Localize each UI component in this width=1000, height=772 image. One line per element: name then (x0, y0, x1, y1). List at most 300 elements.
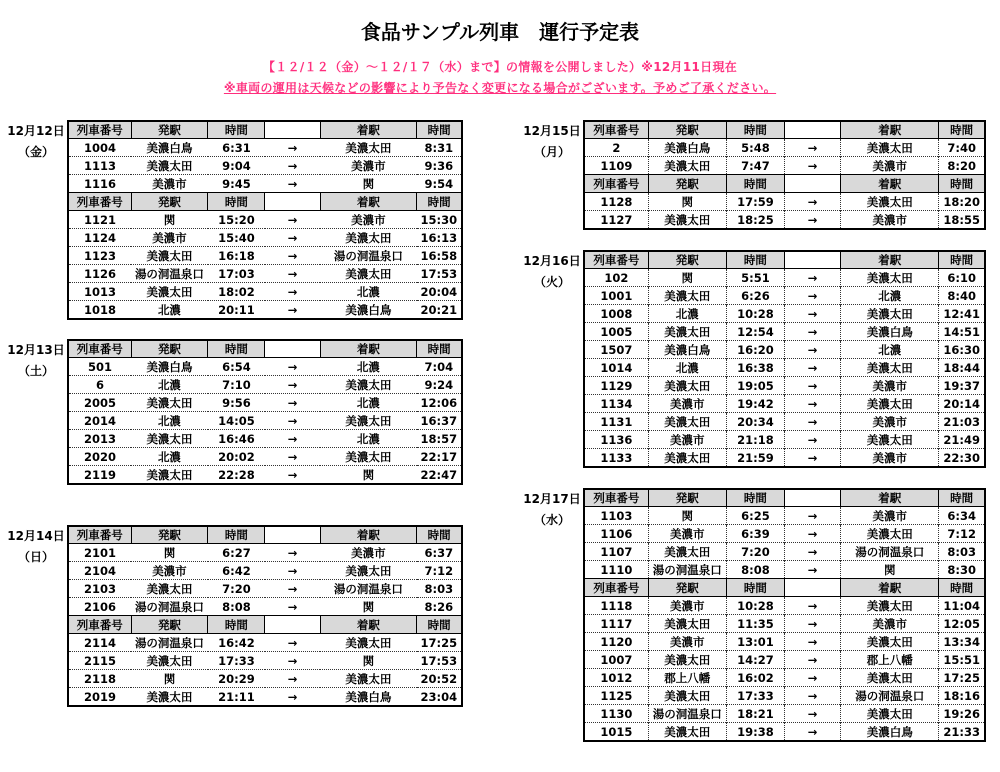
header-dep-time: 時間 (208, 616, 265, 634)
dep-station-cell: 郡上八幡 (648, 669, 726, 687)
train-row (584, 449, 985, 467)
right-arrow-icon: → (287, 359, 298, 374)
arrow-cell (784, 449, 840, 467)
header-arr-time: 時間 (939, 251, 985, 269)
train-number-cell: 1117 (584, 615, 648, 633)
dep-time-cell: 20:29 (208, 670, 265, 688)
header-arr-time: 時間 (939, 175, 985, 193)
dep-time-cell: 17:03 (208, 265, 265, 283)
arr-station-cell: 美濃太田 (320, 670, 417, 688)
arr-station-cell: 北濃 (320, 283, 417, 301)
train-row (584, 705, 985, 723)
dep-station-cell: 美濃市 (131, 175, 208, 193)
right-arrow-icon: → (807, 544, 818, 559)
dep-time-cell: 7:10 (208, 376, 265, 394)
header-blank (265, 340, 320, 358)
dep-time-cell: 18:21 (726, 705, 784, 723)
arr-time-cell: 23:04 (417, 688, 462, 706)
arr-time-cell: 20:52 (417, 670, 462, 688)
table-header-row (584, 579, 985, 597)
header-train-number: 列車番号 (68, 616, 131, 634)
arrow-cell (784, 377, 840, 395)
header-dep-station: 発駅 (648, 489, 726, 507)
train-row (584, 413, 985, 431)
dep-station-cell: 美濃市 (131, 562, 208, 580)
arr-time-cell: 17:53 (417, 265, 462, 283)
arr-station-cell: 美濃市 (320, 157, 417, 175)
right-arrow-icon: → (807, 342, 818, 357)
dep-time-cell: 16:18 (208, 247, 265, 265)
arrow-cell (265, 562, 320, 580)
arr-time-cell: 8:03 (417, 580, 462, 598)
arr-station-cell: 美濃市 (841, 413, 939, 431)
arr-time-cell: 20:14 (939, 395, 985, 413)
left-column (5, 120, 463, 707)
train-row (68, 562, 462, 580)
arr-station-cell: 関 (320, 652, 417, 670)
header-blank (784, 489, 840, 507)
arr-station-cell: 美濃市 (841, 507, 939, 525)
day-block-1 (5, 339, 463, 485)
arr-station-cell: 美濃太田 (320, 229, 417, 247)
date-text: 12月16日 (523, 253, 581, 268)
header-arr-time: 時間 (417, 616, 462, 634)
train-number-cell: 1128 (584, 193, 648, 211)
train-number-cell: 1127 (584, 211, 648, 229)
train-number-cell: 2101 (84, 545, 117, 560)
right-arrow-icon: → (807, 562, 818, 577)
arrow-cell (265, 157, 320, 175)
train-row (68, 229, 462, 247)
schedule-area (0, 120, 1000, 772)
arr-station-cell: 郡上八幡 (841, 651, 939, 669)
dep-time-cell: 6:39 (726, 525, 784, 543)
arr-station-cell: 美濃太田 (320, 376, 417, 394)
train-row (584, 157, 985, 175)
train-number-cell: 2020 (68, 448, 131, 466)
arr-time-cell: 8:20 (939, 157, 985, 175)
arr-station-cell: 美濃太田 (320, 412, 417, 430)
header-dep-time: 時間 (208, 526, 265, 544)
arrow-cell (784, 431, 840, 449)
arr-station-cell: 美濃市 (841, 377, 939, 395)
train-number-cell: 2119 (68, 466, 131, 484)
right-arrow-icon: → (287, 653, 298, 668)
train-row (68, 247, 462, 265)
train-row (68, 688, 462, 706)
arrow-cell (265, 301, 320, 319)
header-blank (784, 175, 840, 193)
dep-time-cell: 19:42 (726, 395, 784, 413)
arr-station-cell: 美濃太田 (841, 431, 939, 449)
date-text: 12月13日 (7, 342, 65, 357)
arrow-cell (784, 687, 840, 705)
arr-time-cell: 22:30 (939, 449, 985, 467)
table-header-row (584, 121, 985, 139)
train-number-cell: 2005 (68, 394, 131, 412)
arrow-cell (265, 358, 320, 376)
train-number-cell: 1106 (584, 525, 648, 543)
right-arrow-icon: → (807, 616, 818, 631)
arr-station-cell: 美濃市 (841, 615, 939, 633)
header-dep-time: 時間 (726, 251, 784, 269)
train-row (68, 283, 462, 301)
header-arr-time: 時間 (417, 121, 462, 139)
dep-time-cell: 7:20 (208, 580, 265, 598)
header-arr-station: 着駅 (841, 489, 939, 507)
header-train-number: 列車番号 (584, 579, 648, 597)
right-arrow-icon: → (287, 248, 298, 263)
right-arrow-icon: → (807, 140, 818, 155)
dep-time-cell: 17:59 (726, 193, 784, 211)
arr-time-cell: 18:55 (939, 211, 985, 229)
train-number-cell: 1014 (584, 359, 648, 377)
header-dep-station: 発駅 (131, 193, 208, 211)
arrow-cell (784, 413, 840, 431)
arr-time-cell: 21:03 (939, 413, 985, 431)
arr-station-cell: 湯の洞温泉口 (320, 247, 417, 265)
dep-station-cell: 湯の洞温泉口 (648, 705, 726, 723)
right-arrow-icon: → (287, 413, 298, 428)
right-arrow-icon: → (287, 671, 298, 686)
arr-time-cell: 7:12 (939, 525, 985, 543)
train-row (68, 175, 462, 193)
arr-time-cell: 18:57 (417, 430, 462, 448)
arr-station-cell: 美濃白鳥 (841, 323, 939, 341)
header-blank (265, 616, 320, 634)
right-arrow-icon: → (807, 652, 818, 667)
train-row (584, 507, 985, 525)
dep-time-cell: 7:20 (726, 543, 784, 561)
header-blank (265, 526, 320, 544)
train-row (68, 580, 462, 598)
arrow-cell (784, 305, 840, 323)
header-blank (265, 193, 320, 211)
dep-time-cell: 6:26 (726, 287, 784, 305)
arr-station-cell: 関 (320, 466, 417, 484)
dep-station-cell: 美濃太田 (648, 615, 726, 633)
dep-time-cell: 13:01 (726, 633, 784, 651)
train-number-cell: 2019 (68, 688, 131, 706)
arr-time-cell: 18:16 (939, 687, 985, 705)
train-number-cell: 1126 (68, 265, 131, 283)
arr-time-cell: 11:04 (939, 597, 985, 615)
train-row (584, 323, 985, 341)
dep-time-cell: 19:05 (726, 377, 784, 395)
train-number-cell: 1110 (584, 561, 648, 579)
header-dep-time: 時間 (726, 579, 784, 597)
dep-station-cell: 美濃太田 (648, 651, 726, 669)
arr-time-cell: 16:30 (939, 341, 985, 359)
dep-time-cell: 14:05 (208, 412, 265, 430)
day-block-3 (521, 120, 986, 230)
right-arrow-icon: → (287, 449, 298, 464)
arr-station-cell: 湯の洞温泉口 (841, 543, 939, 561)
dep-station-cell: 湯の洞温泉口 (134, 635, 204, 650)
dep-time-cell: 11:35 (726, 615, 784, 633)
header-arr-time: 時間 (939, 121, 985, 139)
weekday-text: （水） (533, 513, 570, 528)
right-arrow-icon: → (287, 176, 298, 191)
arrow-cell (265, 139, 320, 157)
page-title: 食品サンプル列車 運行予定表 (360, 20, 640, 45)
arr-station-cell: 美濃太田 (841, 305, 939, 323)
header-dep-station: 発駅 (131, 121, 208, 139)
train-row (584, 615, 985, 633)
right-arrow-icon: → (807, 194, 818, 209)
train-number-cell: 1116 (68, 175, 131, 193)
dep-time-cell: 16:46 (208, 430, 265, 448)
train-row (584, 139, 985, 157)
dep-station-cell: 北濃 (131, 301, 208, 319)
right-arrow-icon: → (807, 324, 818, 339)
dep-station-cell: 美濃太田 (648, 687, 726, 705)
dep-time-cell: 10:28 (726, 305, 784, 323)
dep-station-cell: 美濃太田 (131, 247, 208, 265)
right-arrow-icon: → (807, 432, 818, 447)
right-arrow-icon: → (807, 414, 818, 429)
table-header-row (68, 193, 462, 211)
dep-time-cell: 6:27 (222, 545, 251, 560)
dep-station-cell: 北濃 (131, 376, 208, 394)
arr-station-cell: 美濃太田 (841, 669, 939, 687)
train-number-cell: 6 (68, 376, 131, 394)
right-arrow-icon: → (287, 302, 298, 317)
arr-station-cell: 美濃市 (351, 545, 386, 560)
right-arrow-icon: → (287, 230, 298, 245)
arrow-cell (265, 265, 320, 283)
train-row (584, 395, 985, 413)
arr-time-cell: 18:20 (939, 193, 985, 211)
arr-station-cell: 関 (841, 561, 939, 579)
dep-station-cell: 美濃太田 (648, 287, 726, 305)
dep-time-cell: 5:51 (726, 269, 784, 287)
train-number-cell: 2114 (84, 635, 117, 650)
header-dep-station: 発駅 (131, 526, 208, 544)
dep-time-cell: 16:42 (218, 635, 255, 650)
weekday-text: （月） (533, 145, 570, 160)
dep-time-cell: 17:33 (726, 687, 784, 705)
dep-station-cell: 美濃太田 (648, 157, 726, 175)
arr-station-cell: 美濃太田 (320, 265, 417, 283)
arr-time-cell: 17:25 (939, 669, 985, 687)
header-arr-time: 時間 (417, 526, 462, 544)
date-label (5, 120, 67, 164)
train-row (584, 211, 985, 229)
arr-station-cell: 美濃太田 (841, 705, 939, 723)
day-block-0 (5, 120, 463, 320)
arr-station-cell: 美濃太田 (841, 193, 939, 211)
arrow-cell (784, 543, 840, 561)
date-label (521, 120, 583, 164)
header-dep-time: 時間 (726, 489, 784, 507)
arrow-cell (265, 283, 320, 301)
arrow-cell (265, 634, 320, 652)
train-row (584, 431, 985, 449)
timetable-day-0 (67, 120, 463, 320)
dep-station-cell: 北濃 (131, 412, 208, 430)
arr-time-cell: 19:26 (939, 705, 985, 723)
arr-station-cell: 美濃太田 (841, 359, 939, 377)
arr-time-cell: 22:17 (417, 448, 462, 466)
dep-station-cell: 美濃太田 (131, 652, 208, 670)
train-number-cell: 1109 (584, 157, 648, 175)
train-number-cell: 2106 (68, 598, 131, 616)
dep-station-cell: 美濃太田 (131, 394, 208, 412)
train-row (584, 377, 985, 395)
train-number-cell: 1001 (584, 287, 648, 305)
train-row (584, 269, 985, 287)
right-arrow-icon: → (287, 635, 298, 650)
arr-time-cell: 7:12 (417, 562, 462, 580)
date-label (5, 339, 67, 383)
arrow-cell (784, 525, 840, 543)
dep-station-cell: 関 (648, 507, 726, 525)
train-number-cell: 1121 (84, 212, 117, 227)
timetable-day-2 (67, 525, 463, 707)
date-text: 12月17日 (523, 491, 581, 506)
header-arr-station: 着駅 (320, 340, 417, 358)
arrow-cell (784, 633, 840, 651)
arrow-cell (265, 448, 320, 466)
train-number-cell: 1118 (584, 597, 648, 615)
arrow-cell (265, 670, 320, 688)
right-arrow-icon: → (287, 599, 298, 614)
arr-time-cell: 12:41 (939, 305, 985, 323)
arrow-cell (265, 211, 320, 229)
arr-station-cell: 湯の洞温泉口 (841, 687, 939, 705)
train-row (584, 633, 985, 651)
dep-time-cell: 14:27 (726, 651, 784, 669)
arrow-cell (784, 669, 840, 687)
arr-station-cell: 関 (320, 598, 417, 616)
dep-station-cell: 美濃太田 (131, 580, 208, 598)
train-number-cell: 1129 (584, 377, 648, 395)
train-row (68, 634, 462, 652)
right-arrow-icon: → (807, 158, 818, 173)
notice-line-2: ※車両の運用は天候などの影響により予告なく変更になる場合がございます。予めご了承ください。 (223, 80, 777, 95)
arr-station-cell: 美濃市 (841, 211, 939, 229)
train-row (68, 430, 462, 448)
arrow-cell (265, 175, 320, 193)
weekday-text: （火） (533, 275, 570, 290)
arr-station-cell: 美濃白鳥 (841, 723, 939, 741)
arrow-cell (784, 507, 840, 525)
right-arrow-icon: → (287, 377, 298, 392)
dep-station-cell: 美濃太田 (131, 466, 208, 484)
right-arrow-icon: → (807, 526, 818, 541)
train-row (584, 723, 985, 741)
train-number-cell: 1107 (584, 543, 648, 561)
arrow-cell (784, 651, 840, 669)
header-dep-time: 時間 (208, 193, 265, 211)
arr-station-cell: 美濃太田 (345, 140, 392, 155)
header-arr-time: 時間 (939, 579, 985, 597)
right-column (521, 120, 986, 742)
dep-station-cell: 関 (648, 193, 726, 211)
arr-time-cell: 17:53 (417, 652, 462, 670)
header-arr-time: 時間 (417, 340, 462, 358)
header-train-number: 列車番号 (584, 251, 648, 269)
train-number-cell: 2104 (68, 562, 131, 580)
dep-station-cell: 美濃太田 (648, 723, 726, 741)
train-row (68, 466, 462, 484)
arr-station-cell: 美濃太田 (841, 269, 939, 287)
dep-station-cell: 美濃白鳥 (648, 341, 726, 359)
dep-time-cell: 6:31 (222, 140, 251, 155)
train-row (584, 359, 985, 377)
header-train-number: 列車番号 (584, 175, 648, 193)
header-arr-station: 着駅 (320, 616, 417, 634)
dep-station-cell: 美濃太田 (648, 449, 726, 467)
dep-station-cell: 美濃市 (648, 597, 726, 615)
right-arrow-icon: → (807, 724, 818, 739)
train-row (68, 376, 462, 394)
train-row (68, 358, 462, 376)
dep-station-cell: 美濃市 (648, 395, 726, 413)
right-arrow-icon: → (287, 140, 298, 155)
train-row (68, 265, 462, 283)
dep-time-cell: 21:11 (208, 688, 265, 706)
arr-station-cell: 美濃太田 (320, 562, 417, 580)
table-header-row (584, 251, 985, 269)
arrow-cell (265, 247, 320, 265)
right-arrow-icon: → (287, 581, 298, 596)
schedule-page (0, 13, 1000, 771)
header-dep-station: 発駅 (131, 340, 208, 358)
train-number-cell: 2103 (68, 580, 131, 598)
arr-station-cell: 北濃 (841, 341, 939, 359)
train-row (584, 687, 985, 705)
train-number-cell: 1113 (68, 157, 131, 175)
right-arrow-icon: → (807, 360, 818, 375)
dep-time-cell: 8:08 (726, 561, 784, 579)
dep-time-cell: 22:28 (208, 466, 265, 484)
table-header-row (584, 175, 985, 193)
dep-station-cell: 美濃白鳥 (146, 359, 193, 374)
right-arrow-icon: → (287, 395, 298, 410)
dep-station-cell: 湯の洞温泉口 (131, 598, 208, 616)
arrow-cell (784, 341, 840, 359)
dep-station-cell: 美濃太田 (648, 543, 726, 561)
table-header-row (68, 340, 462, 358)
dep-time-cell: 9:04 (208, 157, 265, 175)
table-header-row (68, 121, 462, 139)
arr-station-cell: 美濃太田 (841, 395, 939, 413)
header-train-number: 列車番号 (68, 526, 131, 544)
dep-station-cell: 美濃太田 (131, 157, 208, 175)
train-row (68, 412, 462, 430)
arrow-cell (784, 287, 840, 305)
arr-time-cell: 20:04 (417, 283, 462, 301)
arr-time-cell: 9:24 (417, 376, 462, 394)
weekday-text: （土） (17, 364, 54, 379)
train-row (68, 301, 462, 319)
right-arrow-icon: → (807, 598, 818, 613)
arrow-cell (265, 376, 320, 394)
notice-line-1: 【１２/１２（金）～１２/１７（水）まで】の情報を公開しました）※12月11日現在 (262, 59, 738, 74)
table-header-row (584, 489, 985, 507)
arr-time-cell: 21:33 (939, 723, 985, 741)
arrow-cell (784, 139, 840, 157)
train-row (68, 394, 462, 412)
right-arrow-icon: → (807, 706, 818, 721)
header-blank (784, 251, 840, 269)
dep-time-cell: 9:56 (208, 394, 265, 412)
timetable-day-4 (583, 250, 986, 468)
train-row (584, 341, 985, 359)
arrow-cell (265, 412, 320, 430)
